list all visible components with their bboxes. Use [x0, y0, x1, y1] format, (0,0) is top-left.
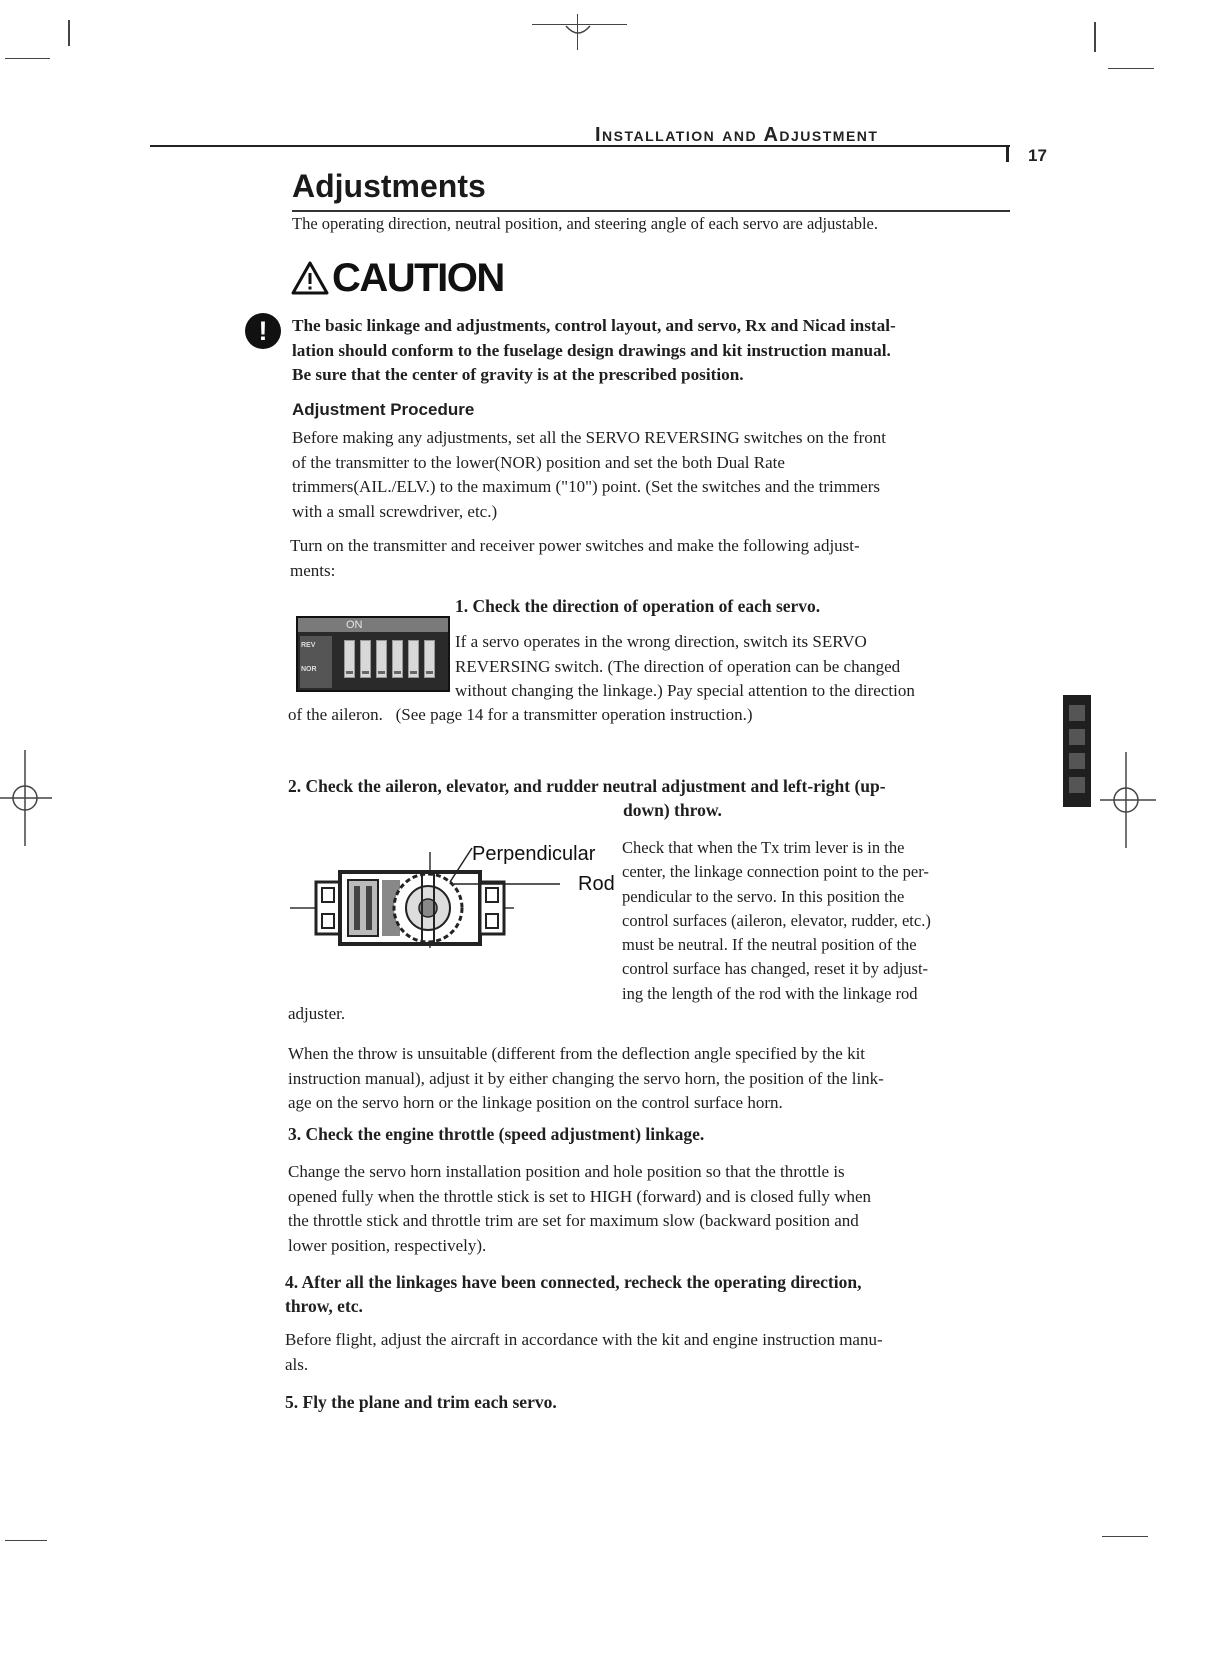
- switch-rev-label: REV: [301, 642, 316, 649]
- header-rule: [150, 145, 1010, 147]
- step-3-body: [288, 1160, 1028, 1258]
- caution-text: [292, 314, 1012, 388]
- switch-on-label: ON: [346, 619, 363, 631]
- header-tick: [1006, 146, 1009, 162]
- paragraph-line: trimmers(AIL./ELV.) to the maximum ("10") point. (Set the switches and the trimmers: [292, 477, 881, 496]
- step-4-heading-line: throw, etc.: [285, 1296, 363, 1316]
- servo-reversing-switch-image: [296, 616, 450, 692]
- registration-mark-right: [1100, 752, 1156, 848]
- step-2-heading: [288, 774, 1028, 822]
- chapter-side-tab: [1063, 695, 1091, 807]
- registration-mark-left: [0, 750, 52, 846]
- paragraph-line: ing the length of the rod with the linkage rod: [622, 983, 918, 1003]
- paragraph-line: age on the servo horn or the linkage position on the control surface horn.: [288, 1093, 783, 1112]
- paragraph-line: must be neutral. If the neutral position of the: [622, 935, 917, 955]
- section-intro: The operating direction, neutral position, and steering angle of each servo are adjustable.: [292, 214, 878, 233]
- paragraph-line: Check that when the Tx trim lever is in the: [622, 838, 905, 857]
- paragraph-line: control surfaces (aileron, elevator, rudder, etc.): [622, 910, 931, 930]
- warning-triangle-icon: [290, 260, 330, 296]
- paragraph-line: Change the servo horn installation position and hole position so that the throttle is: [288, 1162, 845, 1181]
- step-2-body-last: adjuster.: [288, 1004, 346, 1023]
- paragraph-line: lower position, respectively).: [288, 1235, 487, 1255]
- caution-heading: [290, 256, 504, 300]
- registration-mark-top: [560, 18, 596, 48]
- exclamation-icon: !: [245, 313, 281, 349]
- section-title: Adjustments: [292, 168, 486, 204]
- step-1-heading: 1. Check the direction of operation of each servo.: [455, 596, 821, 616]
- step-2-throw-paragraph: [288, 1042, 1028, 1116]
- paragraph-line: the throttle stick and throttle trim are set for maximum slow (backward position and: [288, 1211, 859, 1230]
- header-title: Installation and Adjustment: [595, 124, 879, 146]
- dip-switch: [424, 640, 435, 678]
- caution-text-line: Be sure that the center of gravity is at the prescribed position.: [292, 365, 744, 384]
- step-1-body-last: of the aileron. (See page 14 for a transmitter operation instruction.): [288, 705, 753, 724]
- procedure-paragraph-1: [292, 426, 1012, 524]
- paragraph-line: opened fully when the throttle stick is set to HIGH (forward) and is closed fully when: [288, 1186, 872, 1206]
- caution-text-line: lation should conform to the fuselage design drawings and kit instruction manual.: [292, 340, 891, 360]
- paragraph-line: with a small screwdriver, etc.): [292, 501, 498, 521]
- paragraph-line: Turn on the transmitter and receiver power switches and make the following adjust-: [290, 536, 860, 555]
- dip-switch: [392, 640, 403, 678]
- dip-switch: [376, 640, 387, 678]
- rod-label: Rod: [578, 873, 615, 895]
- step-5-heading: 5. Fly the plane and trim each servo.: [285, 1392, 557, 1412]
- procedure-heading: Adjustment Procedure: [292, 400, 475, 419]
- step-4-heading: [285, 1270, 1025, 1318]
- paragraph-line: without changing the linkage.) Pay special attention to the direction: [455, 681, 915, 700]
- paragraph-line: instruction manual), adjust it by either changing the servo horn, the position of the link-: [288, 1068, 884, 1088]
- paragraph-line: control surface has changed, reset it by adjust-: [622, 959, 929, 979]
- caution-text-line: The basic linkage and adjustments, control layout, and servo, Rx and Nicad instal-: [292, 316, 896, 335]
- paragraph-line: REVERSING switch. (The direction of operation can be changed: [455, 656, 901, 676]
- page-number: 17: [1028, 146, 1047, 165]
- procedure-paragraph-2: [290, 534, 1010, 583]
- step-1-body: [455, 630, 1015, 704]
- step-2-heading-line: 2. Check the aileron, elevator, and rudder neutral adjustment and left-right (up-: [288, 776, 886, 796]
- paragraph-line: of the transmitter to the lower(NOR) position and set the both Dual Rate: [292, 452, 785, 472]
- perpendicular-label: Perpendicular: [472, 843, 596, 865]
- dip-switch: [408, 640, 419, 678]
- dip-switch: [360, 640, 371, 678]
- paragraph-line: Before making any adjustments, set all the SERVO REVERSING switches on the front: [292, 428, 887, 447]
- paragraph-line: Before flight, adjust the aircraft in accordance with the kit and engine instruction manu-: [285, 1330, 883, 1349]
- paragraph-line: If a servo operates in the wrong direction, switch its SERVO: [455, 632, 867, 651]
- step-2-heading-line: down) throw.: [623, 800, 722, 820]
- step-3-heading: 3. Check the engine throttle (speed adjustment) linkage.: [288, 1124, 705, 1144]
- switch-nor-label: NOR: [301, 666, 317, 673]
- dip-switch: [344, 640, 355, 678]
- paragraph-line: When the throw is unsuitable (different from the deflection angle specified by the kit: [288, 1044, 866, 1063]
- step-4-body: [285, 1328, 1025, 1377]
- step-4-heading-line: 4. After all the linkages have been connected, recheck the operating direction,: [285, 1272, 862, 1292]
- section-rule: [292, 210, 1010, 212]
- paragraph-line: pendicular to the servo. In this position the: [622, 886, 905, 906]
- switch-image-top: [298, 618, 448, 632]
- paragraph-line: als.: [285, 1354, 309, 1374]
- step-2-body: [622, 836, 1022, 1006]
- paragraph-line: center, the linkage connection point to the per-: [622, 862, 929, 882]
- paragraph-line: ments:: [290, 560, 336, 580]
- caution-label: CAUTION: [332, 255, 504, 300]
